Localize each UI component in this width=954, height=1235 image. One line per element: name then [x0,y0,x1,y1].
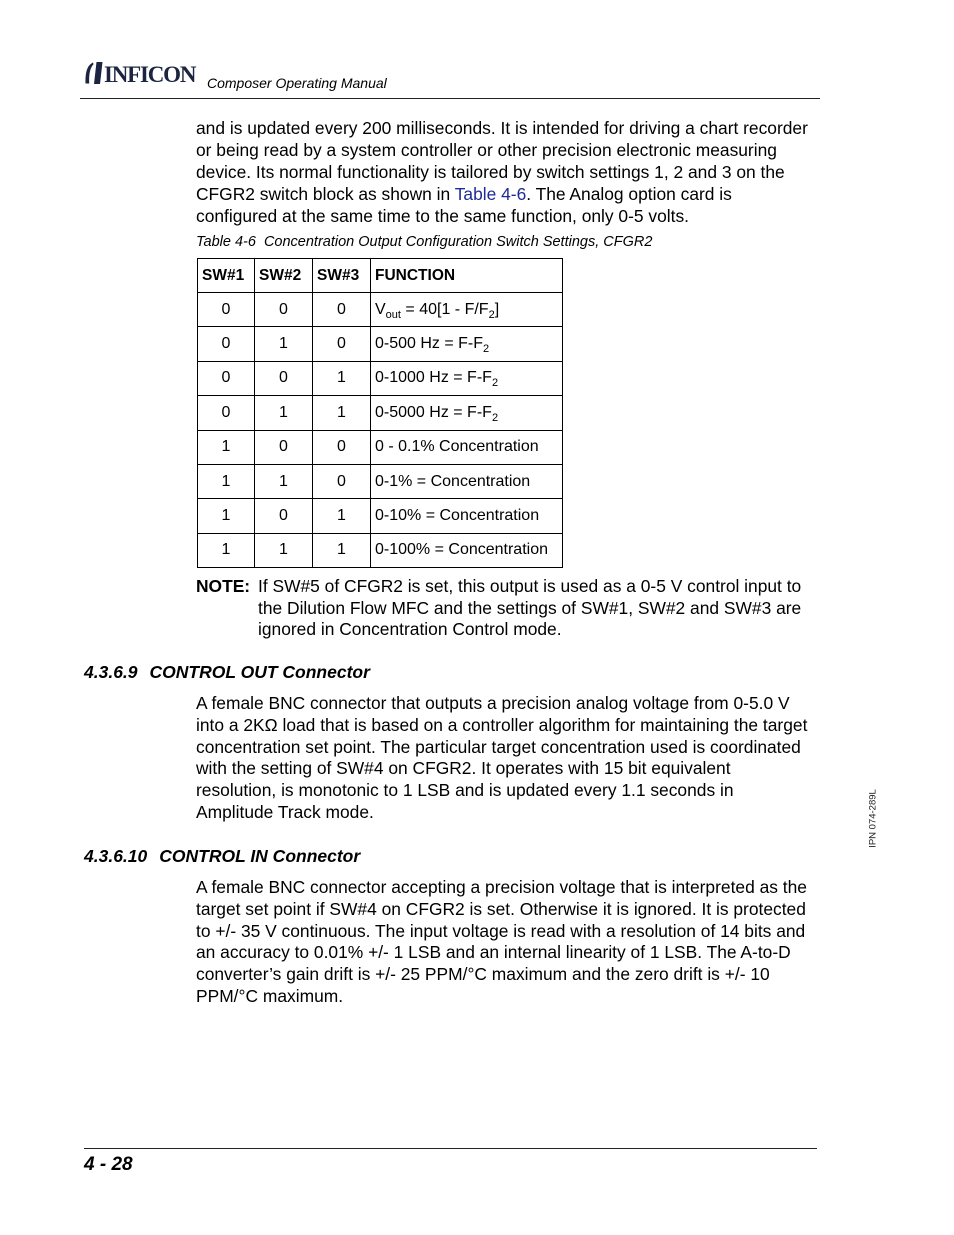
header-sw2: SW#2 [255,259,313,293]
sw3-cell: 0 [313,293,371,327]
table-reference-link[interactable]: Table 4-6 [454,184,527,204]
sw3-cell: 1 [313,499,371,533]
text-run: V [375,300,386,318]
footer-divider [84,1148,817,1149]
subscript: 2 [491,411,499,424]
sw2-cell: 0 [255,361,313,395]
text-run: 0-5000 Hz = F-F [375,403,492,421]
text-run: device. Its normal functionality is tailored by switch settings 1, 2 and 3 on the [196,162,785,182]
text-run: ignored in Concentration Control mode. [258,619,562,640]
intro-line [196,205,808,227]
text-run: Amplitude Track mode. [196,801,374,822]
text-run: the Dilution Flow MFC and the settings of SW#1, SW#2 and SW#3 are [258,597,802,618]
text-run: 0 - 0.1% Concentration [375,438,539,456]
section-heading-control-in [84,845,360,867]
function-cell [371,396,563,430]
page-number: 4 - 28 [84,1154,133,1175]
sw2-cell: 0 [255,499,313,533]
subscript: 2 [483,343,490,356]
sw2-cell: 1 [255,396,313,430]
sw3-cell: 0 [313,464,371,498]
sw3-cell: 0 [313,430,371,464]
sw2-cell: 1 [255,464,313,498]
intro-line [196,161,808,183]
table-head [198,259,563,293]
text-run: A female BNC connector that outputs a precision analog voltage from 0-5.0 V [196,693,790,713]
text-run: A female BNC connector accepting a precision voltage that is interpreted as the [196,877,807,897]
text-run: target set point if SW#4 on CFGR2 is set. Otherwise it is ignored. It is protected [196,898,806,919]
sw1-cell: 1 [198,533,255,567]
table-row [198,533,563,567]
note-line [258,576,801,598]
sw1-cell: 1 [198,430,255,464]
text-run: PPM/°C maximum. [196,985,344,1006]
function-cell [371,430,563,464]
logo-wordmark: INFICON [104,62,196,87]
control-in-description [196,877,807,1008]
control-in-line [196,899,807,921]
table-row [198,361,563,395]
section-title: CONTROL IN Connector [159,846,361,866]
sw2-cell: 0 [255,430,313,464]
sw1-cell: 0 [198,293,255,327]
inficon-logo-icon [83,61,104,85]
note-line [258,598,801,620]
control-in-line [196,964,807,986]
control-in-line [196,986,807,1008]
header-sw1: SW#1 [198,259,255,293]
intro-line [196,139,808,161]
switch-table-body [198,293,563,568]
subscript: 2 [491,377,499,390]
caption-title: Concentration Output Configuration Switch Settings, CFGR2 [263,234,653,250]
function-cell [371,499,563,533]
manual-title: Composer Operating Manual [207,75,387,91]
text-run: 0-1% = Concentration [375,472,531,490]
sw3-cell: 0 [313,327,371,361]
text-run: converter’s gain drift is +/- 25 PPM/°C maximum and the zero drift is +/- 10 [196,964,770,985]
sw2-cell: 0 [255,293,313,327]
table-row [198,396,563,430]
function-cell [371,464,563,498]
header-divider [80,98,820,99]
control-out-line [196,737,807,759]
table-row [198,430,563,464]
table-row [198,464,563,498]
control-out-description [196,693,807,824]
function-cell [371,293,563,327]
text-run: with the setting of SW#4 on CFGR2. It operates with 15 bit equivalent [196,758,731,779]
text-run: = 40[1 - F/F [400,300,489,318]
table-row [198,499,563,533]
control-out-line [196,758,807,780]
sw2-cell: 1 [255,327,313,361]
section-number: 4.3.6.10 [84,846,148,866]
sw1-cell: 0 [198,361,255,395]
text-run: configured at the same time to the same function, only 0-5 volts. [196,206,689,226]
document-part-number: IPN 074-289L [867,789,879,848]
sw1-cell: 1 [198,499,255,533]
text-run: 0-100% = Concentration [375,541,548,559]
text-run: 0-10% = Concentration [375,506,540,524]
sw2-cell: 1 [255,533,313,567]
intro-line [196,183,808,205]
text-run: an accuracy to 0.01% +/- 1 LSB and an internal linearity of 1 LSB. The A-to-D [196,942,791,963]
note-text [258,576,801,641]
sw3-cell: 1 [313,361,371,395]
text-run: concentration set point. The particular target concentration used is coordinated [196,736,801,757]
section-title: CONTROL OUT Connector [149,662,370,682]
intro-paragraph [196,117,808,227]
control-in-line [196,877,807,899]
control-out-line [196,715,807,737]
section-heading-control-out [84,661,370,683]
table-caption [196,233,652,251]
subscript: 2 [488,308,495,321]
intro-line [196,117,808,139]
text-run: CFGR2 switch block as shown in [196,184,455,204]
table-header-row [198,259,563,293]
sw1-cell: 1 [198,464,255,498]
text-run: or being read by a system controller or other precision electronic measuring [196,140,777,160]
control-out-line [196,780,807,802]
text-run: resolution, is monotonic to 1 LSB and is updated every 1.1 seconds in [196,780,734,801]
header-sw3: SW#3 [313,259,371,293]
function-cell [371,361,563,395]
function-cell [371,327,563,361]
table-row [198,293,563,327]
note-label: NOTE: [196,576,251,596]
note-line [258,619,801,641]
table-row [198,327,563,361]
caption-label: Table 4-6 [196,234,256,250]
sw1-cell: 0 [198,396,255,430]
text-run: and is updated every 200 milliseconds. It is intended for driving a chart recorder [196,118,808,138]
sw3-cell: 1 [313,533,371,567]
section-number: 4.3.6.9 [84,662,138,682]
text-run: into a 2KΩ load that is based on a controller algorithm for maintaining the target [196,714,808,735]
note-block [196,576,816,646]
text-run: 0-1000 Hz = F-F [375,369,492,387]
text-run: 0-500 Hz = F-F [375,335,484,353]
sw3-cell: 1 [313,396,371,430]
control-in-line [196,942,807,964]
subscript: out [385,308,401,321]
control-in-line [196,921,807,943]
text-run: to +/- 35 V continuous. The input voltage is read with a resolution of 14 bits and [196,920,806,941]
control-out-line [196,693,807,715]
text-run: If SW#5 of CFGR2 is set, this output is used as a 0-5 V control input to [258,576,802,596]
header-function: FUNCTION [371,259,563,293]
switch-settings-table [197,258,563,568]
sw1-cell: 0 [198,327,255,361]
text-run: ] [494,300,500,318]
control-out-line [196,802,807,824]
text-run: . The Analog option card is [526,184,732,204]
function-cell [371,533,563,567]
